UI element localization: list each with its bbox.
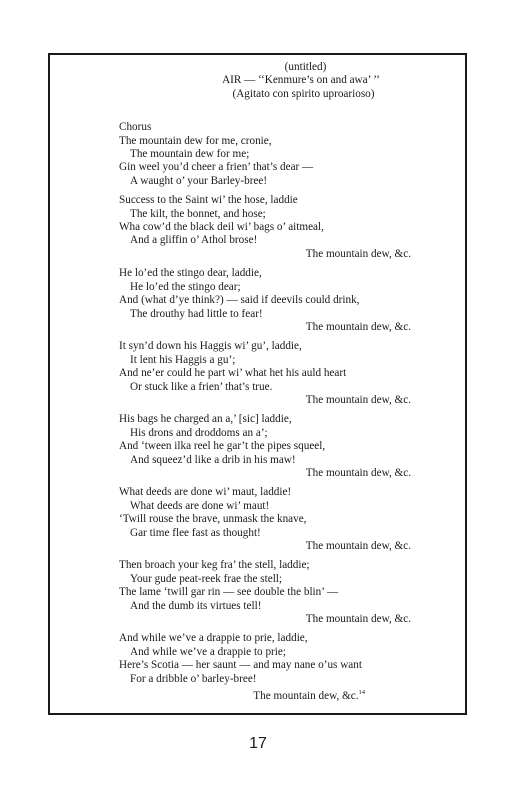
verse-line: Gin weel you’d cheer a frien’ that’s dear — bbox=[119, 161, 314, 174]
verse-line: And ne’er could he part wi’ what het his auld heart bbox=[119, 367, 347, 380]
refrain-line: The mountain dew, &c. bbox=[305, 393, 411, 406]
verse-line: His drons and droddoms an a’; bbox=[130, 426, 268, 439]
verse-line: A waught o’ your Barley-bree! bbox=[130, 174, 268, 187]
song-title: (untitled) bbox=[284, 61, 327, 73]
verse-line: And a gliffin o’ Athol brose! bbox=[130, 234, 258, 247]
refrain-line: The mountain dew, &c. bbox=[305, 540, 411, 552]
verse-line: ‘Twill rouse the brave, unmask the knave, bbox=[119, 513, 307, 526]
verse-line: Your gude peat-reek frae the stell; bbox=[130, 572, 283, 585]
verse-line: And while we’ve a drappie to prie, laddie, bbox=[119, 632, 308, 645]
refrain-text: The mountain dew, &c. bbox=[253, 690, 359, 703]
stanza-3 bbox=[119, 340, 447, 407]
verse-line: For a dribble o’ barley-bree! bbox=[130, 672, 257, 685]
page-number: 17 bbox=[249, 735, 267, 752]
verse-line: Gar time flee fast as thought! bbox=[130, 526, 261, 539]
verse-line: The lame ‘twill gar rin — see double the blin’ — bbox=[119, 586, 339, 599]
chorus-label: Chorus bbox=[119, 121, 152, 134]
refrain-line: The mountain dew, &c. bbox=[305, 320, 411, 333]
verse-line: It lent his Haggis a gu’; bbox=[130, 353, 236, 366]
verse-line: What deeds are done wi’ maut, laddie! bbox=[119, 486, 292, 499]
stanza-2 bbox=[119, 267, 447, 334]
verse-line: It syn’d down his Haggis wi’ gu’, laddie, bbox=[119, 340, 302, 353]
verse-line: The drouthy had little to fear! bbox=[130, 307, 263, 320]
verse-line: And while we’ve a drappie to prie; bbox=[130, 645, 286, 658]
verse-line: Here’s Scotia — her saunt — and may nane o’us want bbox=[119, 659, 362, 672]
stanza-6 bbox=[119, 559, 447, 626]
verse-line: The mountain dew for me, cronie, bbox=[119, 134, 272, 147]
refrain-line bbox=[119, 686, 447, 703]
song-text bbox=[119, 61, 447, 703]
footnote-marker: 14 bbox=[358, 689, 365, 697]
verse-line: He lo’ed the stingo dear, laddie, bbox=[119, 267, 262, 280]
verse-line: And squeez’d like a drib in his maw! bbox=[130, 453, 296, 466]
tempo-marking: (Agitato con spirito uproarioso) bbox=[232, 87, 375, 100]
air-line: AIR — ‘‘Kenmure’s on and awa’ ’’ bbox=[222, 74, 380, 87]
verse-line: The kilt, the bonnet, and hose; bbox=[130, 207, 266, 220]
verse-line: And (what d’ye think?) — said if deevils could drink, bbox=[119, 294, 360, 307]
verse-line: He lo’ed the stingo dear; bbox=[130, 280, 241, 293]
stanza-5 bbox=[119, 486, 447, 553]
verse-line: Then broach your keg fra’ the stell, laddie; bbox=[119, 559, 310, 572]
verse-line: Success to the Saint wi’ the hose, laddie bbox=[119, 194, 298, 207]
chorus bbox=[119, 135, 447, 189]
verse-line: What deeds are done wi’ maut! bbox=[130, 499, 270, 512]
verse-line: And the dumb its virtues tell! bbox=[130, 599, 262, 612]
stanza-4 bbox=[119, 413, 447, 480]
verse-line: Or stuck like a frien’ that’s true. bbox=[130, 380, 273, 393]
verse-line: And ‘tween ilka reel he gar’t the pipes squeel, bbox=[119, 440, 326, 453]
verse-line: The mountain dew for me; bbox=[130, 148, 250, 161]
refrain-line: The mountain dew, &c. bbox=[305, 247, 411, 260]
stanza-7 bbox=[119, 632, 447, 703]
refrain-line: The mountain dew, &c. bbox=[305, 613, 411, 626]
stanza-1 bbox=[119, 194, 447, 261]
verse-line: His bags he charged an a,’ [sic] laddie, bbox=[119, 413, 292, 426]
verse-line: Wha cow’d the black deil wi’ bags o’ aitmeal, bbox=[119, 221, 324, 234]
refrain-line: The mountain dew, &c. bbox=[305, 466, 411, 479]
